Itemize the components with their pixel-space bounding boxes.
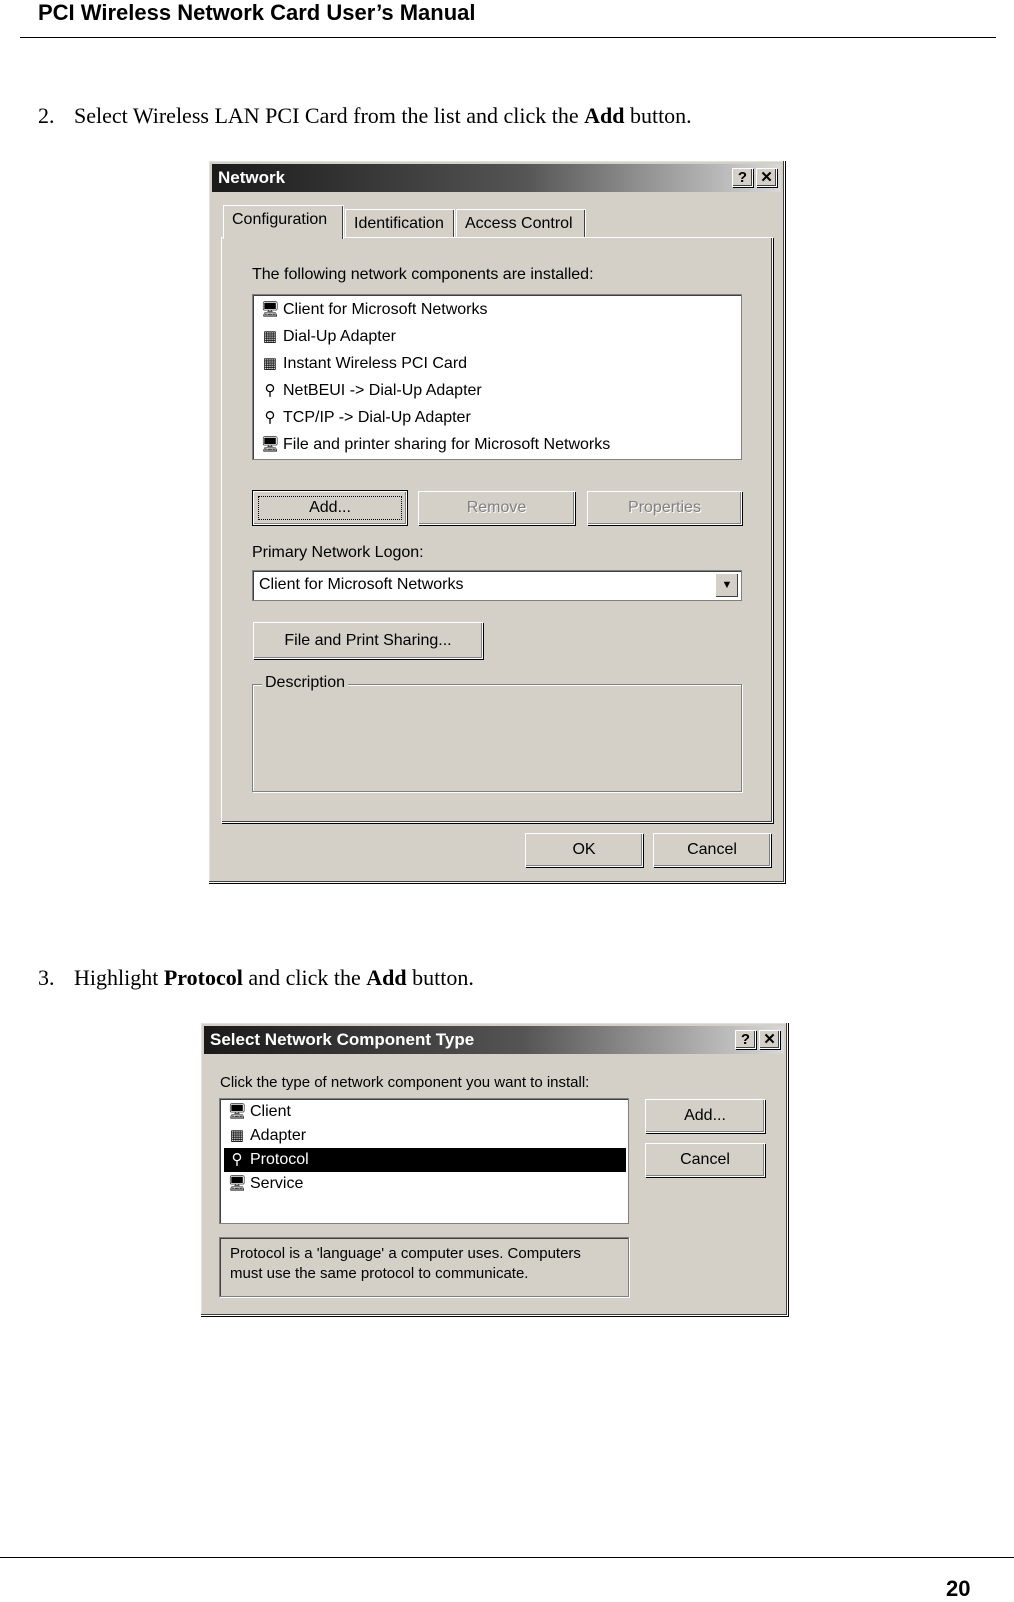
step-bold: Add [584, 103, 625, 128]
properties-button-label: Properties [628, 499, 701, 516]
select-dialog-title: Select Network Component Type [210, 1030, 475, 1049]
list-item[interactable] [257, 432, 610, 458]
list-item-label: Instant Wireless PCI Card [283, 355, 468, 372]
step-number: 2. [38, 103, 55, 128]
help-icon: ? [737, 169, 748, 186]
list-item-label: Client for Microsoft Networks [283, 301, 488, 318]
service-icon: 🖥 [260, 436, 280, 453]
close-button[interactable] [756, 168, 777, 187]
select-component-dialog [200, 1022, 788, 1316]
configuration-panel [221, 237, 773, 823]
cancel-button-label: Cancel [680, 1151, 730, 1168]
ok-button[interactable] [525, 833, 643, 867]
description-group [252, 684, 742, 792]
list-item[interactable] [257, 378, 482, 404]
component-type-list[interactable] [219, 1098, 629, 1224]
list-item-label: Client [250, 1103, 291, 1120]
protocol-icon: ⚲ [264, 382, 276, 399]
tab-identification[interactable] [345, 209, 455, 239]
close-icon: ✕ [763, 1031, 776, 1048]
computer-icon: 🖥 [260, 301, 280, 318]
manual-title: PCI Wireless Network Card User’s Manual [38, 0, 476, 25]
description-label: Description [262, 674, 348, 692]
chevron-down-icon[interactable]: ▼ [715, 573, 739, 598]
step-bold: Protocol [163, 965, 243, 990]
list-item-label: Service [250, 1175, 304, 1192]
select-dialog-titlebar [204, 1026, 784, 1054]
protocol-icon: ⚲ [264, 409, 276, 426]
list-item-label: NetBEUI -> Dial-Up Adapter [283, 382, 482, 399]
step-text-end: button. [406, 965, 474, 990]
ok-button-label: OK [572, 841, 596, 858]
tab-label: Identification [354, 215, 444, 232]
add-button-label: Add... [309, 499, 351, 516]
header-rule [20, 37, 996, 38]
list-item[interactable] [257, 405, 471, 431]
tab-configuration[interactable] [223, 205, 344, 239]
adapter-icon: ▦ [262, 355, 278, 372]
description-line-1: Protocol is a 'language' a computer uses. Computers [230, 1245, 581, 1262]
adapter-icon: ▦ [229, 1127, 245, 1144]
logon-select-value: Client for Microsoft Networks [259, 576, 464, 593]
list-item-label: Dial-Up Adapter [283, 328, 396, 345]
tab-access-control[interactable] [456, 209, 586, 239]
footer-rule [0, 1557, 1014, 1558]
help-button[interactable] [735, 1030, 756, 1049]
protocol-icon: ⚲ [231, 1151, 243, 1168]
list-item-label: Protocol [250, 1151, 309, 1168]
cancel-button[interactable] [645, 1143, 765, 1177]
network-dialog [208, 160, 785, 883]
list-item[interactable] [224, 1172, 303, 1196]
network-dialog-title: Network [218, 168, 286, 187]
help-button[interactable] [732, 168, 753, 187]
close-icon: ✕ [760, 169, 773, 186]
step-text: Select Wireless LAN PCI Card from the list and click the [74, 103, 585, 128]
cancel-button[interactable] [653, 833, 771, 867]
network-dialog-titlebar [212, 164, 781, 192]
add-button-label: Add... [684, 1107, 726, 1124]
description-line-2: must use the same protocol to communicate. [230, 1265, 529, 1282]
list-item-label: Adapter [250, 1127, 307, 1144]
list-item-label: File and printer sharing for Microsoft Networks [283, 436, 611, 453]
step-bold-2: Add [366, 965, 407, 990]
list-item-label: TCP/IP -> Dial-Up Adapter [283, 409, 471, 426]
add-button[interactable] [645, 1099, 765, 1133]
remove-button-label: Remove [466, 499, 527, 516]
file-print-sharing-button[interactable] [253, 622, 483, 659]
cancel-button-label: Cancel [687, 841, 737, 858]
list-item-protocol-selected[interactable] [224, 1148, 626, 1172]
list-item[interactable] [257, 324, 396, 350]
remove-button[interactable] [418, 491, 575, 525]
properties-button[interactable] [587, 491, 742, 525]
page-number: 20 [946, 1576, 971, 1601]
tab-label: Configuration [232, 211, 328, 228]
list-item[interactable] [257, 297, 488, 323]
step-text-end: button. [624, 103, 692, 128]
help-icon: ? [740, 1031, 751, 1048]
components-list[interactable] [252, 294, 742, 460]
service-icon: 🖥 [227, 1175, 247, 1192]
step-2-instruction [38, 103, 692, 129]
list-item[interactable] [224, 1124, 306, 1148]
step-3-instruction [38, 965, 474, 991]
step-text: Highlight [74, 965, 164, 990]
logon-label: Primary Network Logon: [252, 544, 424, 561]
components-label: The following network components are installed: [252, 266, 594, 283]
adapter-icon: ▦ [262, 328, 278, 345]
file-print-sharing-label: File and Print Sharing... [284, 632, 452, 649]
tab-label: Access Control [465, 215, 573, 232]
component-type-prompt: Click the type of network component you want to install: [220, 1074, 590, 1091]
logon-select[interactable] [252, 570, 742, 601]
close-button[interactable] [759, 1030, 780, 1049]
step-number: 3. [38, 965, 55, 990]
component-description [219, 1237, 629, 1297]
add-button[interactable] [253, 491, 407, 525]
computer-icon: 🖥 [227, 1103, 247, 1120]
step-text-middle: and click the [242, 965, 367, 990]
list-item[interactable] [224, 1100, 291, 1124]
list-item[interactable] [257, 351, 467, 377]
